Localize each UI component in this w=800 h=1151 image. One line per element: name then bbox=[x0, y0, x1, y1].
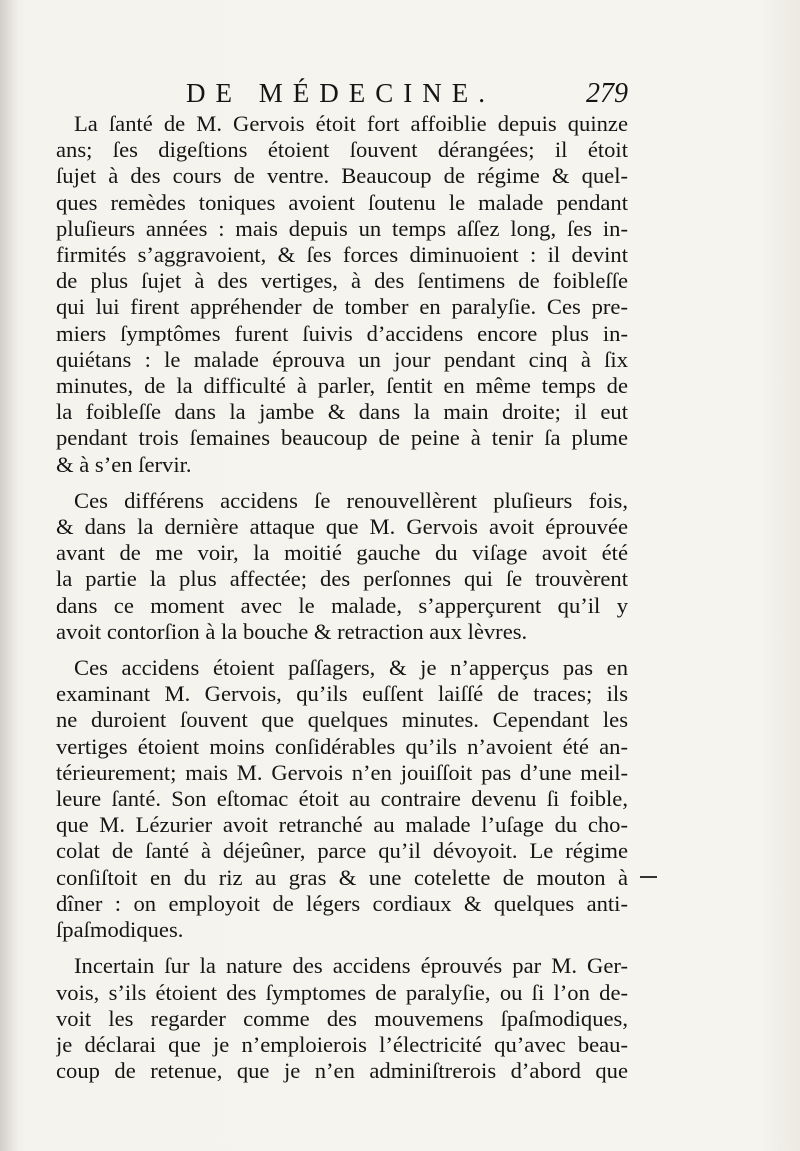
text-line: ques remèdes toniques avoient ſoutenu le malade pendant bbox=[56, 189, 628, 215]
text-line: que M. Lézurier avoit retranché au malade l’uſage du cho- bbox=[56, 812, 628, 838]
margin-mark bbox=[640, 876, 657, 878]
text-line: pendant trois ſemaines beaucoup de peine à tenir ſa plume bbox=[56, 425, 628, 451]
text-line: Incertain ſur la nature des accidens éprouvés par M. Ger- bbox=[74, 953, 628, 979]
text-line: ans; ſes digeſtions étoient ſouvent dérangées; il étoit bbox=[56, 137, 628, 163]
text-line: dîner : on employoit de légers cordiaux & quelques anti- bbox=[56, 890, 628, 916]
text-line: miers ſymptômes furent ſuivis d’accidens encore plus in- bbox=[56, 320, 628, 346]
text-line: pluſieurs années : mais depuis un temps aſſez long, ſes in- bbox=[56, 215, 628, 241]
text-line: térieurement; mais M. Gervois n’en jouiſſoit pas d’une meil- bbox=[56, 759, 628, 785]
paragraph-4 bbox=[56, 953, 628, 1084]
text-line: avant de me voir, la moitié gauche du viſage avoit été bbox=[56, 540, 628, 566]
text-line: voit les regarder comme des mouvemens ſpaſmodiques, bbox=[56, 1005, 628, 1031]
text-line: examinant M. Gervois, qu’ils euſſent laiſſé de traces; ils bbox=[56, 681, 628, 707]
text-line: conſiſtoit en du riz au gras & une cotelette de mouton à bbox=[56, 864, 628, 890]
text-line: la foibleſſe dans la jambe & dans la main droite; il eut bbox=[56, 399, 628, 425]
text-line: qui lui firent appréhender de tomber en paralyſie. Ces pre- bbox=[56, 294, 628, 320]
text-line: de plus ſujet à des vertiges, à des ſentimens de foibleſſe bbox=[56, 268, 628, 294]
text-line: je déclarai que je n’emploierois l’électricité qu’avec beau- bbox=[56, 1031, 628, 1057]
text-line: & dans la dernière attaque que M. Gervois avoit éprouvée bbox=[56, 514, 628, 540]
text-line: avoit contorſion à la bouche & retraction aux lèvres. bbox=[56, 618, 528, 644]
paragraph-2 bbox=[56, 488, 628, 645]
page-number: 279 bbox=[586, 78, 628, 109]
text-line: coup de retenue, que je n’en adminiſtrerois d’abord que bbox=[56, 1058, 628, 1084]
text-line: la partie la plus affectée; des perſonnes qui ſe trouvèrent bbox=[56, 566, 628, 592]
text-line: colat de ſanté à déjeûner, parce qu’il dévoyoit. Le régime bbox=[56, 838, 628, 864]
text-line: La ſanté de M. Gervois étoit fort affoiblie depuis quinze bbox=[74, 111, 628, 136]
text-line: ſujet à des cours de ventre. Beaucoup de régime & quel- bbox=[56, 163, 628, 189]
running-head: DE MÉDECINE. bbox=[186, 78, 495, 108]
text-line: ne duroient ſouvent que quelques minutes. Cependant les bbox=[56, 707, 628, 733]
text-line: firmités s’aggravoient, & ſes forces diminuoient : il devint bbox=[56, 242, 628, 268]
text-line: quiétans : le malade éprouva un jour pendant cinq à ſix bbox=[56, 346, 628, 372]
text-line: & à s’en ſervir. bbox=[56, 451, 192, 477]
body-text bbox=[56, 111, 628, 1094]
binding-shadow bbox=[0, 0, 18, 1151]
text-line: dans ce moment avec le malade, s’apperçurent qu’il y bbox=[56, 592, 628, 618]
text-line: Ces différens accidens ſe renouvellèrent pluſieurs fois, bbox=[74, 487, 628, 513]
text-line: ſpaſmodiques. bbox=[56, 917, 184, 943]
paragraph-1 bbox=[56, 111, 628, 478]
text-line: vois, s’ils étoient des ſymptomes de paralyſie, ou ſi l’on de- bbox=[56, 979, 628, 1005]
paragraph-3 bbox=[56, 655, 628, 943]
text-line: leure ſanté. Son eſtomac étoit au contraire devenu ſi foible, bbox=[56, 786, 628, 812]
text-line: vertiges étoient moins conſidérables qu’ils n’avoient été an- bbox=[56, 733, 628, 759]
text-line: minutes, de la difficulté à parler, ſentit en même temps de bbox=[56, 373, 628, 399]
page-header bbox=[56, 74, 628, 108]
text-line: Ces accidens étoient paſſagers, & je n’apperçus pas en bbox=[74, 655, 628, 681]
